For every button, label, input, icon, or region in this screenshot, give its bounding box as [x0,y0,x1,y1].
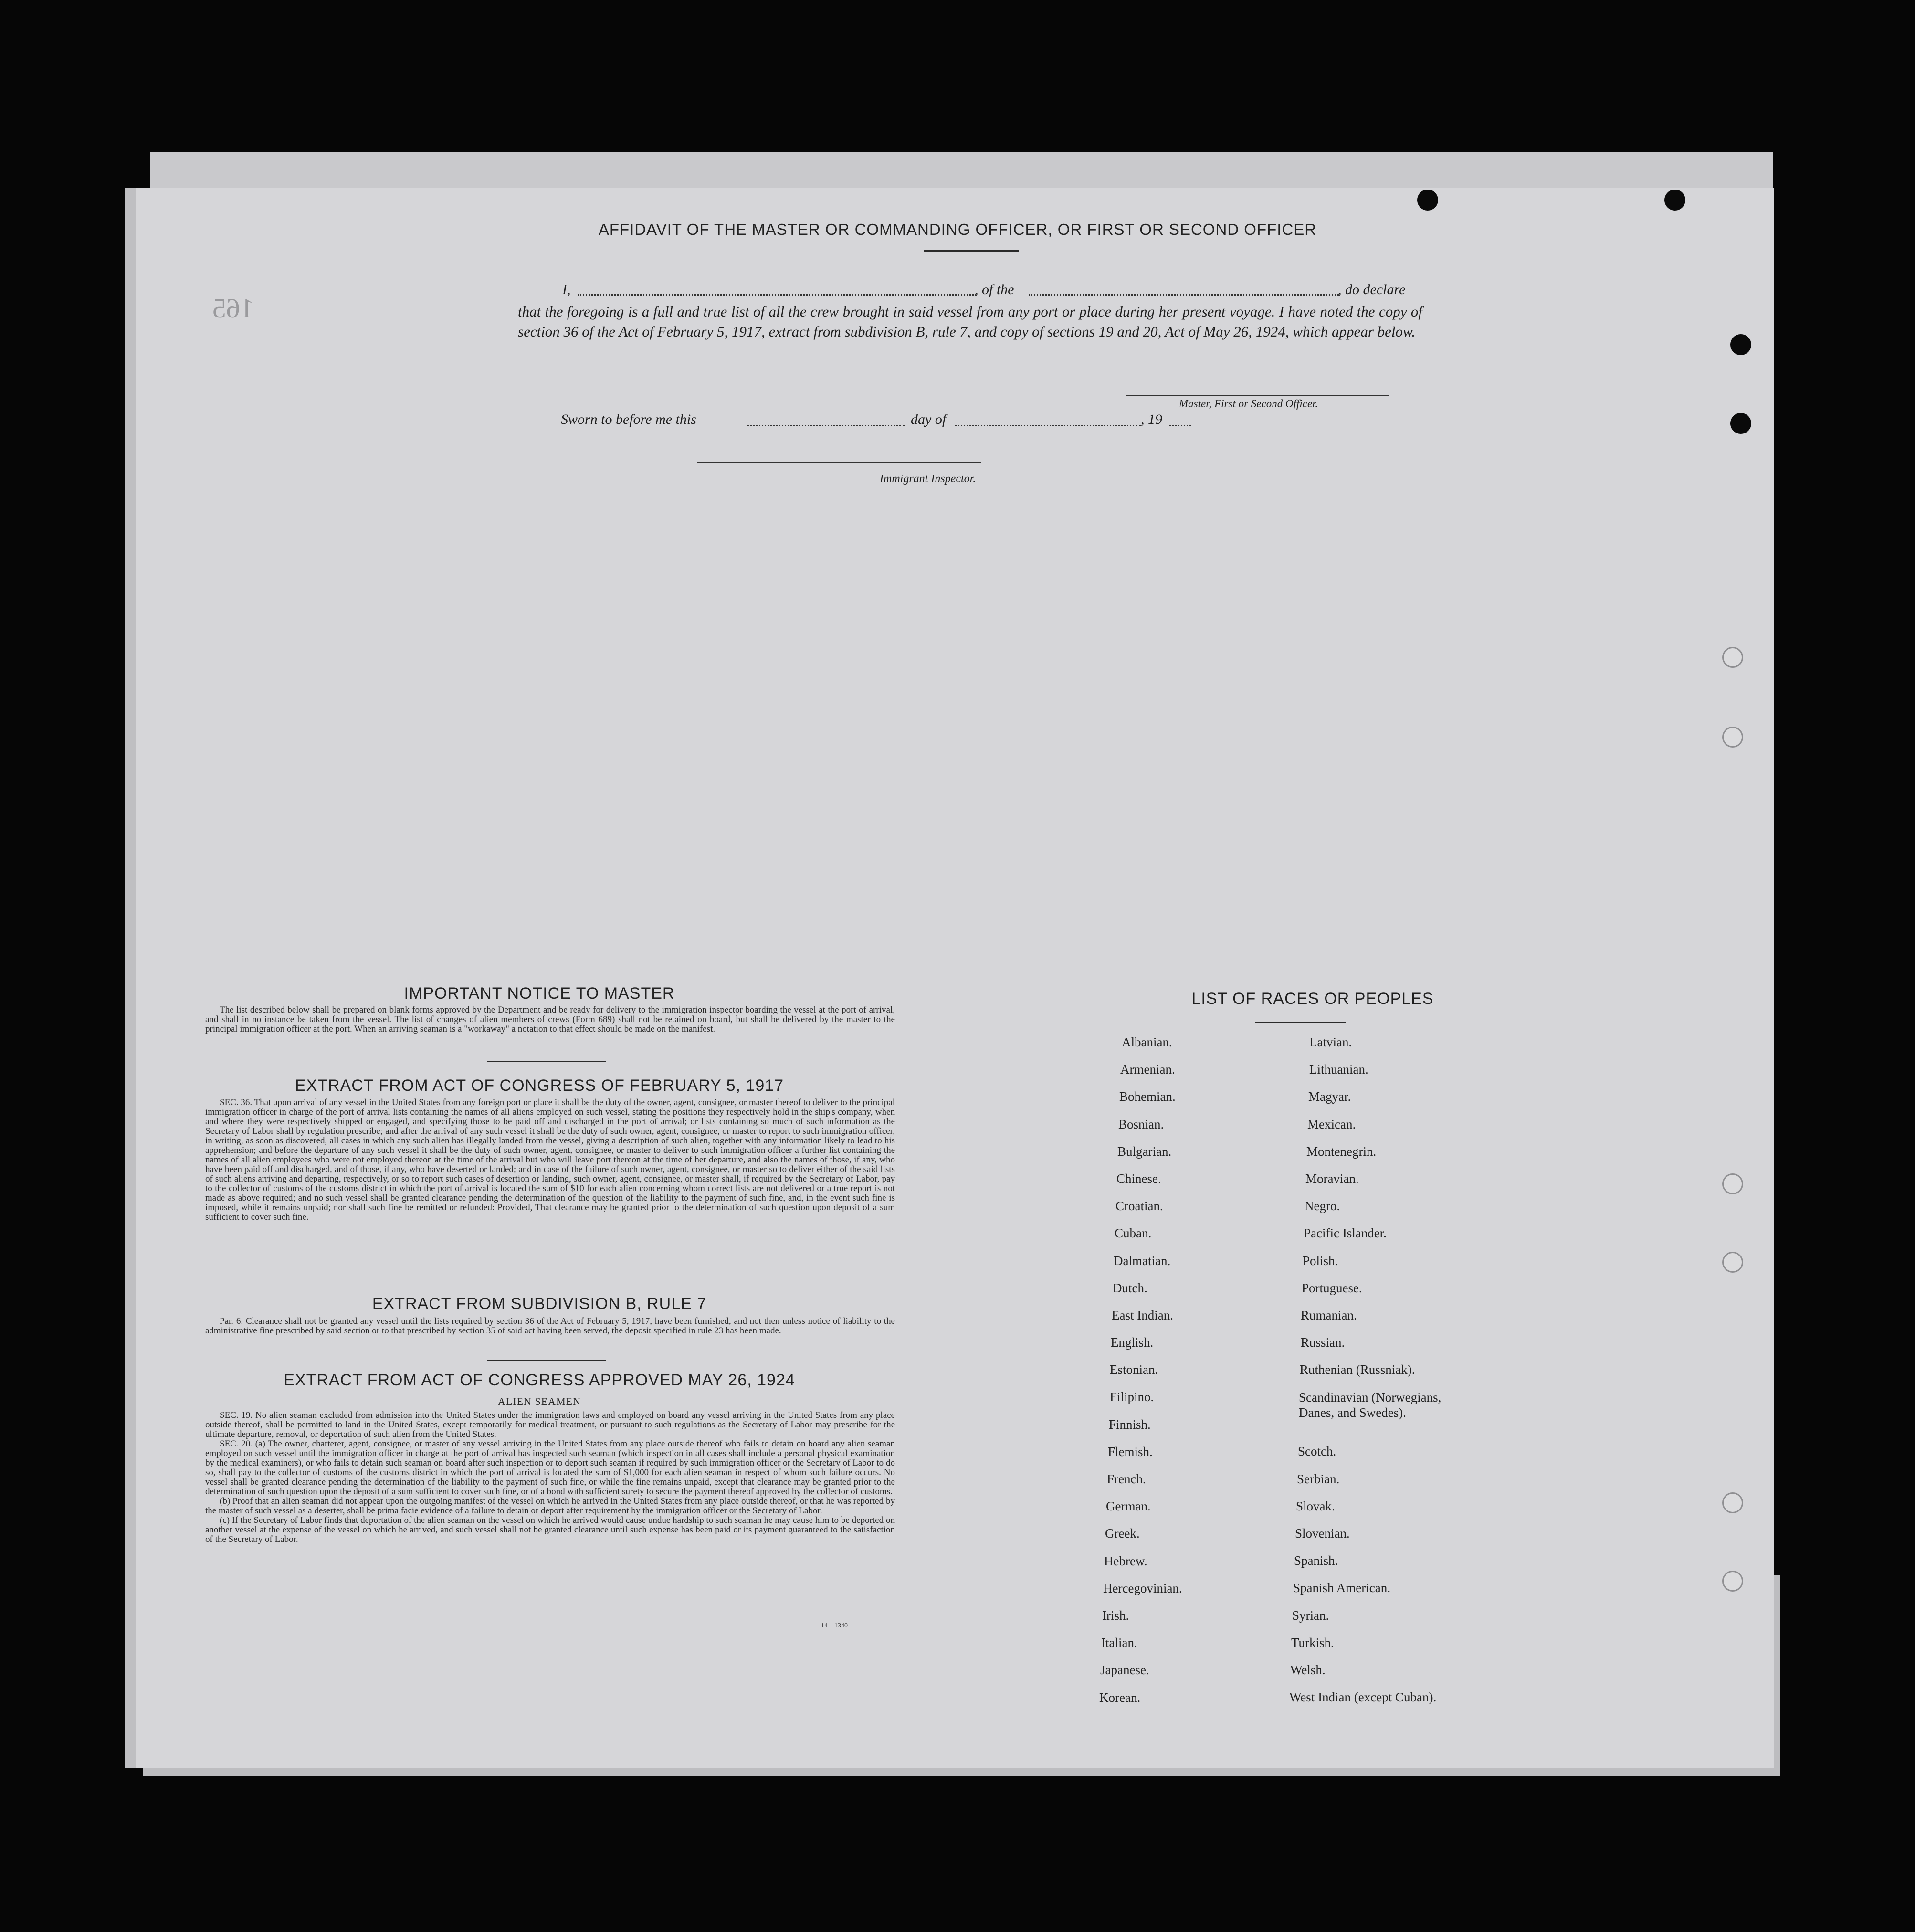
race-item: Slovenian. [1295,1526,1350,1541]
sworn-day-blank [747,425,905,426]
race-item: Magyar. [1308,1089,1351,1104]
race-item: Hercegovinian. [1103,1581,1182,1595]
race-item: East Indian. [1112,1308,1173,1322]
alien-seamen-subtitle: ALIEN SEAMEN [498,1395,581,1407]
declaration-i: I, [562,282,571,297]
race-item: West Indian (except Cuban). [1289,1690,1437,1705]
binder-hole-icon [1722,1252,1743,1273]
race-item: Syrian. [1292,1608,1329,1623]
race-item: Scandinavian (Norwegians, Danes, and Swedes). [1299,1390,1442,1420]
race-item: English. [1111,1335,1154,1350]
binder-hole-icon [1417,190,1438,211]
binder-hole-icon [1730,413,1751,434]
race-item: Polish. [1303,1253,1338,1268]
race-item: Finnish. [1109,1417,1151,1432]
master-caption: Master, First or Second Officer. [1179,398,1318,410]
race-item: Serbian. [1297,1471,1340,1486]
race-item: Turkish. [1291,1635,1334,1650]
vessel-blank [1029,294,1339,296]
extract-rule7-title: EXTRACT FROM SUBDIVISION B, RULE 7 [372,1295,707,1313]
sworn-day-of: day of [911,412,947,427]
extract-1924-text [205,1411,895,1544]
binder-hole-icon [1730,334,1751,355]
declaration-do-declare: , do declare [1338,282,1406,297]
sworn-prefix: Sworn to before me this [561,412,696,427]
extract-rule7-text [205,1317,895,1336]
section-divider [487,1360,606,1361]
race-item: Dutch. [1113,1280,1147,1295]
races-left-column [1099,1035,1182,1718]
races-title: LIST OF RACES OR PEOPLES [1191,990,1434,1008]
race-item: French. [1107,1472,1146,1486]
sworn-year-blank [1169,425,1191,426]
sec-20b-paragraph: (b) Proof that an alien seaman did not appear upon the outgoing manifest of the vessel on which he arrived in the United States from any place outside thereof, or that he was reported by the master of such vessel as a deserter, shall be prima facie evidence of a failure to detain or deport after requirement by the immigration officer or the Secretary of Labor. [205,1496,895,1516]
notice-title: IMPORTANT NOTICE TO MASTER [404,984,675,1003]
sec-20c-paragraph: (c) If the Secretary of Labor finds that deportation of the alien seaman on the vessel on which he arrived would cause undue hardship to such seaman he may cause him to be deported on another vessel at the expense of the vessel on which he arrived, and such vessel shall not be granted clearance until such expense has been paid or its payment guaranteed to the satisfaction of the Secretary of Labor. [205,1515,895,1544]
inspector-caption: Immigrant Inspector. [880,473,976,485]
name-blank [578,294,976,296]
form-number: 14—1340 [821,1622,848,1629]
race-item: Spanish American. [1293,1581,1390,1595]
binder-hole-icon [1722,647,1743,668]
race-item: Pacific Islander. [1304,1226,1387,1241]
race-item: Italian. [1101,1636,1137,1650]
declaration-of-the: , of the [975,282,1014,297]
race-item: Korean. [1099,1690,1141,1705]
races-divider [1255,1022,1346,1023]
sworn-month-blank [955,425,1141,426]
binder-hole-icon [1722,1571,1743,1592]
race-item: German. [1106,1499,1151,1514]
race-item: Spanish. [1294,1553,1338,1568]
extract-1917-text [205,1098,895,1222]
race-item: Dalmatian. [1114,1253,1171,1268]
notice-text [205,1005,895,1034]
race-item: Chinese. [1116,1171,1161,1186]
race-item: Filipino. [1110,1390,1154,1404]
title-divider [924,250,1019,252]
binder-hole-icon [1664,190,1685,211]
race-item: Hebrew. [1104,1553,1147,1568]
race-item: Mexican. [1307,1117,1356,1131]
race-item: Moravian. [1305,1171,1359,1186]
race-item: Bosnian. [1118,1117,1164,1131]
race-item: Russian. [1301,1335,1345,1350]
affidavit-title: AFFIDAVIT OF THE MASTER OR COMMANDING OFFICER, OR FIRST OR SECOND OFFICER [598,221,1317,238]
declaration-text: that the foregoing is a full and true list of all the crew brought in said vessel from any port or place during her present voyage. I have noted the copy of section 36 of the Act of February 5, 1917, extract from subdivision B, rule 7, and copy of sections 19 and 20, Act of May 26, 1924, which appear below. [518,303,1422,340]
race-item: Latvian. [1309,1035,1352,1049]
race-item: Croatian. [1115,1199,1163,1214]
race-item: Greek. [1105,1526,1140,1541]
race-item: Bohemian. [1119,1089,1176,1104]
sworn-year: , 19 [1141,412,1162,427]
inspector-signature-line [697,462,981,463]
race-item: Flemish. [1108,1444,1153,1459]
section-divider [487,1061,606,1062]
extract-1924-title: EXTRACT FROM ACT OF CONGRESS APPROVED MAY 26, 1924 [284,1371,795,1389]
race-item: Ruthenian (Russniak). [1300,1362,1415,1377]
race-item: Japanese. [1100,1663,1149,1678]
binder-hole-icon [1722,1492,1743,1513]
section-36-paragraph: SEC. 36. That upon arrival of any vessel in the United States from any foreign port or place it shall be the duty of the owner, agent, consignee, or master thereof to deliver to the principal immigration officer in charge of the port of arrival lists containing the names of all aliens employed on such vessel, stating the positions they respectively hold in the ship's company, when and where they were respectively shipped or engaged, and specifying those to be paid off and discharged in the port of arrival; or lists containing so much of such information as the Secretary of Labor shall by regulation prescribe; and after the arrival of any such vessel it shall be the duty of such owner, agent, consignee, or master to report to such immigration officer, in writing, as soon as discovered, all cases in which any such alien has illegally landed from the vessel, giving a description of such alien, together with any information likely to lead to his apprehension; and before the departure of any such vessel it shall be the duty of such owner, agent, consignee, or master to deliver to such immigration officer a further list containing the names of all alien employees who were not employed thereon at the time of the arrival but who will leave port thereon at the time of her departure, and also the names of those, if any, who have been paid off and discharged, and of those, if any, who have deserted or landed; and in case of the failure of such owner, agent, consignee, or master so to deliver either of the said lists of such aliens arriving and departing, respectively, or so to report such cases of desertion or landing, such owner, agent, consignee, or master shall, if required by the Secretary of Labor, pay to the collector of customs of the customs district in which the port of arrival is located the sum of $10 for each alien concerning whom correct lists are not delivered or a true report is not made as above required; and no such vessel shall be granted clearance pending the determination of the question of the liability to the payment of such fine, and, in the event such fine is imposed, while it remains unpaid; nor shall such fine be remitted or refunded: Provided, That clearance may be granted prior to the determination of such question upon deposit of a sum sufficient to cover such fine. [205,1098,895,1222]
master-signature-line [1126,395,1389,396]
race-item: Scotch. [1298,1444,1336,1459]
extract-1917-title: EXTRACT FROM ACT OF CONGRESS OF FEBRUARY 5, 1917 [295,1077,784,1095]
binder-hole-icon [1722,1173,1743,1194]
sec-19-paragraph: SEC. 19. No alien seaman excluded from admission into the United States under the immigration laws and employed on board any vessel arriving in the United States from any place outside thereof, shall be permitted to land in the United States, except temporarily for medical treatment, or pursuant to such regulations as the Secretary of Labor may prescribe for the ultimate departure, removal, or deportation of such alien from the United States. [205,1410,895,1439]
race-item: Albanian. [1122,1035,1172,1049]
race-item: Slovak. [1296,1499,1335,1513]
race-item: Lithuanian. [1309,1062,1368,1077]
race-item: Rumanian. [1301,1308,1357,1322]
races-right-column [1289,1035,1475,1717]
sec-20a-paragraph: SEC. 20. (a) The owner, charterer, agent, consignee, or master of any vessel arriving in the United States from any place outside thereof who fails to detain on board any alien seaman employed on such vessel until the immigration officer in charge at the port of arrival has inspected such seaman (which inspection in all cases shall include a personal physical examination by the medical examiners), or who fails to detain such seaman on board after such inspection or to deport such seaman if required by such immigration officer or the Secretary of Labor to do so, shall pay to the collector of customs of the customs district in which the port of arrival is located the sum of $1,000 for each alien seaman in respect of whom such failure occurs. No vessel shall be granted clearance pending the determination of the liability to the payment of such fine, or while the fine remains unpaid, except that clearance may be granted prior to the determination of such question upon the deposit of a sum sufficient to cover such fine, or of a bond with sufficient surety to secure the payment thereof approved by the collector of customs. [205,1439,895,1497]
race-item: Cuban. [1115,1226,1152,1241]
par-6-paragraph: Par. 6. Clearance shall not be granted any vessel until the lists required by section 36 of the Act of February 5, 1917, have been furnished, and not then unless notice of liability to the administrative fine prescribed by said section or to that prescribed by section 35 of said act having been served, the deposit specified in rule 23 has been made. [205,1316,895,1336]
race-item: Bulgarian. [1117,1144,1172,1159]
notice-paragraph: The list described below shall be prepared on blank forms approved by the Department and be ready for delivery to the immigration inspector boarding the vessel at the port of arrival, and shall in no instance be taken from the vessel. The list of changes of alien members of crews (Form 689) shall not be retained on board, but shall be delivered by the master to the principal immigration officer at the port. When an arriving seaman is a "workaway" a notation to that effect should be made on the manifest. [205,1005,895,1034]
race-item: Estonian. [1110,1362,1158,1377]
binder-hole-icon [1722,727,1743,748]
race-item: Montenegrin. [1306,1144,1377,1159]
stamp-number: 165 [212,293,254,324]
page-edge-shadow [125,188,136,1768]
race-item: Welsh. [1290,1662,1326,1677]
race-item: Negro. [1305,1199,1340,1214]
race-item: Portuguese. [1302,1280,1362,1295]
race-item: Armenian. [1120,1062,1175,1077]
race-item: Irish. [1102,1608,1129,1623]
